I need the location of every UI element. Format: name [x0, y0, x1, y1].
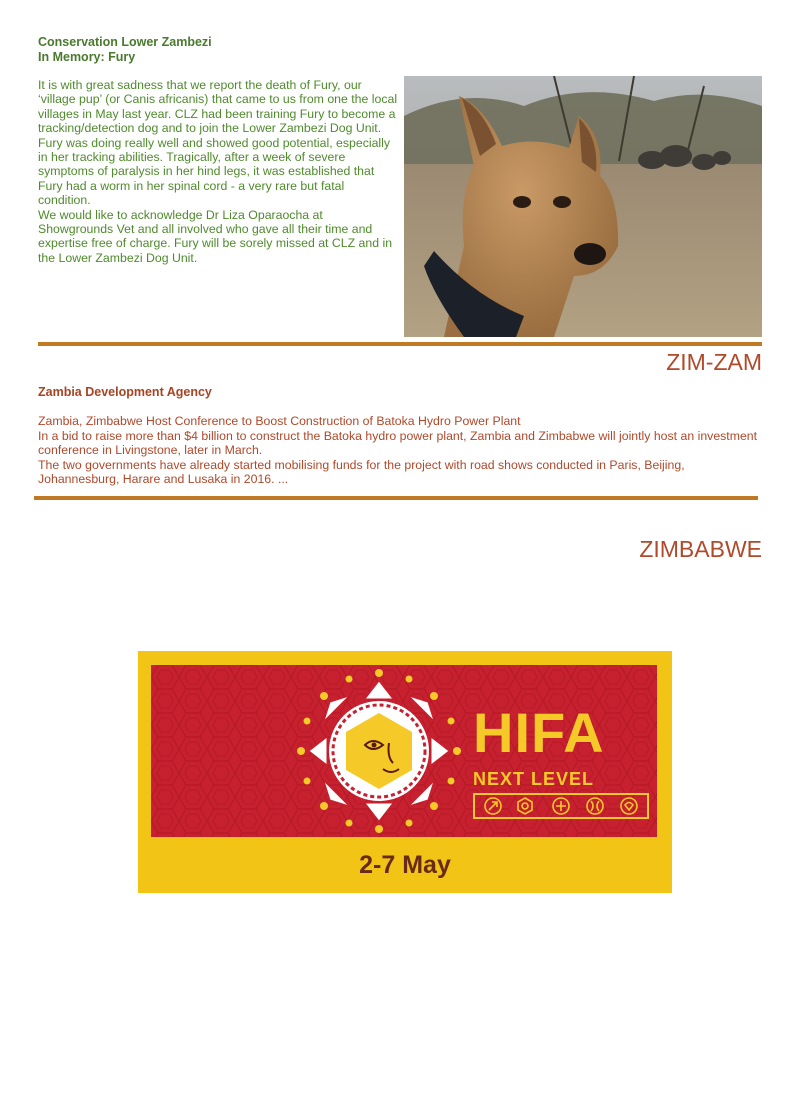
- hifa-banner: [138, 651, 672, 893]
- clz-article-title: [38, 35, 398, 65]
- hifa-banner-panel: [151, 665, 657, 837]
- clz-article-body: [38, 78, 398, 265]
- hifa-icon-strip: [473, 793, 649, 819]
- section-divider: [34, 496, 758, 500]
- zda-paragraph: The two governments have already started mobilising funds for the project with road shows conducted in Paris, Beijing, Johannesburg, Harare and Lusaka in 2016. ...: [38, 457, 685, 487]
- section-heading-zimzam: ZIM-ZAM: [666, 349, 762, 375]
- hifa-dates: 2-7 May: [359, 851, 451, 879]
- clz-org-name: Conservation Lower Zambezi: [38, 35, 212, 49]
- hifa-tagline: NEXT LEVEL: [473, 769, 595, 789]
- zda-article-body: [38, 414, 768, 487]
- zda-source-title: Zambia Development Agency: [38, 385, 212, 399]
- fury-dog-illustration: [404, 76, 762, 337]
- hifa-logo-wordmark: HIFA: [473, 701, 605, 764]
- section-heading-zimbabwe: ZIMBABWE: [639, 536, 762, 562]
- clz-paragraph: It is with great sadness that we report the death of Fury, our ‘village pup’ (or Canis africanis) that came to us from one the local villages in May last year. CLZ had been training Fury to become a tracking/detection dog and to join the Lower Zambezi Dog Unit. Fury was doing really well and showed good potential, especially in her tracking abilities. Tragically, after a week of severe symptoms of paralysis in her hind legs, it was established that Fury had a worm in her spinal cord - a very rare but fatal condition.: [38, 78, 398, 208]
- fury-dog-photo: [404, 76, 762, 337]
- hifa-sun-logo-icon: [297, 669, 461, 833]
- section-divider: [38, 342, 762, 346]
- clz-paragraph: We would like to acknowledge Dr Liza Oparaocha at Showgrounds Vet and all involved who gave all their time and expertise free of charge. Fury will be sorely missed at CLZ and in the Lower Zambezi Dog Unit.: [38, 207, 393, 265]
- hifa-art-icons: [475, 795, 647, 817]
- clz-headline: In Memory: Fury: [38, 50, 136, 64]
- zda-paragraph: In a bid to raise more than $4 billion to construct the Batoka hydro power plant, Zambia and Zimbabwe will jointly host an investment conference in Livingstone, later in March.: [38, 428, 758, 458]
- zda-headline: Zambia, Zimbabwe Host Conference to Boost Construction of Batoka Hydro Power Plant: [38, 414, 521, 428]
